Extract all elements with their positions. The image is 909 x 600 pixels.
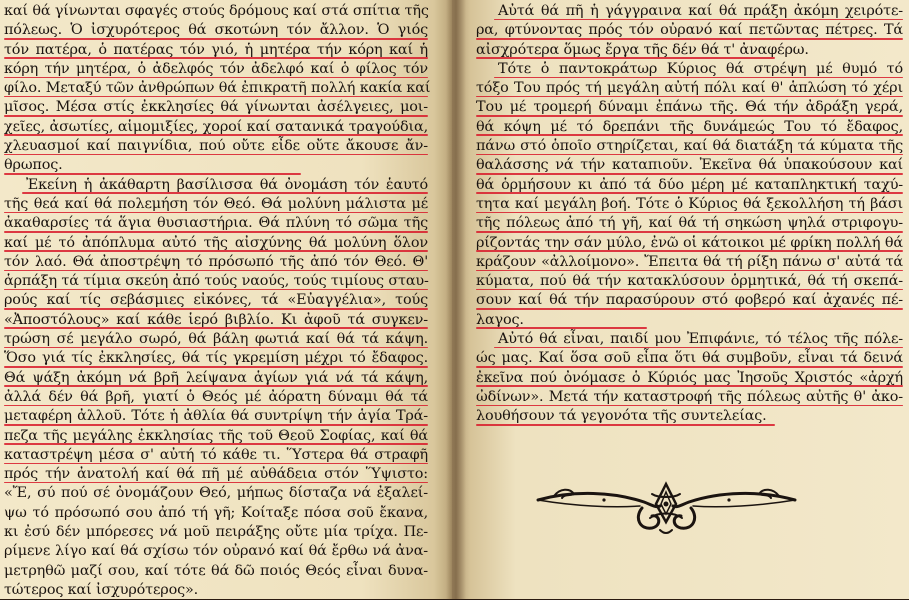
right-page-line: ἐκεῖνα πού ὀνόμασε ὁ Κύριός μας Ἰησοῦς Χριστός «ἀρχή: [476, 369, 903, 388]
right-page-line: τόξο Του πρός τή μεγάλη αὐτή πόλι καί θ' ἁπλώση τό χέρι: [476, 79, 903, 98]
right-page-line: θά κόψη μέ τό δρεπάνι τῆς δυνάμεώς Του τό ἔδαφος,: [476, 118, 903, 137]
right-page: [452, 0, 909, 599]
left-page-line: «Ἔ, σύ πού σέ ὀνομάζουν Θεό, μήπως δίσταζα νά ἐξαλεί-: [4, 485, 428, 502]
right-page-line: αἰσχρότερα ὅμως ἔργα τῆς δέν θά τ' ἀναφέρω.: [476, 41, 903, 60]
left-page-line: ἁρπάξη τά τίμια σκεύη ἀπό τούς ναούς, τούς τιμίους σταυ-: [4, 272, 428, 291]
left-page: [0, 0, 452, 599]
left-page-line: ἀλλά δέν θά βρῆ, γιατί ὁ Θεός μέ ἀόρατη δύναμι θά τά: [4, 388, 428, 407]
right-page-line: λαγος.: [476, 311, 903, 330]
left-page-line: τρώση σέ μεγάλο σωρό, θά βάλη φωτιά καί θά τά κάψη.: [4, 330, 428, 349]
left-page-line: ρούς καί τίς σεβάσμιες εἰκόνες, τά «Εὐαγγέλια», τούς: [4, 291, 428, 310]
left-page-line: πόλεως. Ὁ ἰσχυρότερος θά σκοτώνη τόν ἄλλον. Ὁ γιός: [4, 21, 428, 40]
left-page-line: Ὅσο γιά τίς ἐκκλησίες, θά τίς γκρεμίση μέχρι τό ἔδαφος.: [4, 349, 428, 368]
right-page-line: Του μέ τρομερή δύναμι ἐπάνω τῆς. Θά τήν ἀδράξη γερά,: [476, 98, 903, 117]
right-page-line: Αὐτά θά πῆ ἡ γάγγραινα καί θά πράξη ἀκόμη χειρότε-: [476, 2, 903, 21]
right-page-line: ρίζοντάς την σάν μύλο, ἐνῶ οἱ κάτοικοι μέ φρίκη πολλή θά: [476, 234, 903, 253]
left-page-line: «Ἀποστόλους» καί κάθε ἱερό βιβλίο. Κι ἀφοῦ τά συγκεν-: [4, 311, 428, 330]
right-page-line: Αὐτό θά εἶναι, παιδί μου Ἐπιφάνιε, τό τέλος τῆς πόλε-: [476, 330, 903, 349]
left-page-line: τόν λαό. Θά ἀποστρέψη τό πρόσωπό τῆς ἀπό τόν Θεό. Θ': [4, 253, 428, 272]
left-page-line: μεταφέρη ἀλλοῦ. Τότε ἡ ἀθλία θά συντρίψη τήν ἁγία Τρά-: [4, 407, 428, 426]
left-page-line: πεζα τῆς μεγάλης ἐκκλησίας τῆς τοῦ Θεοῦ Σοφίας, καί θά: [4, 427, 428, 446]
left-page-line: μετρηθῶ μαζί σου, καί τότε θά δῶ ποιός Θεός εἶναι δυνα-: [4, 562, 428, 579]
left-page-line: Ἐκείνη ἡ ἀκάθαρτη βασίλισσα θά ὀνομάση τόν ἑαυτό: [4, 176, 428, 195]
right-page-line: θαλάσσης νά τήν καταπιοῦν. Ἐκεῖνα θά ὑπακούσουν καί: [476, 156, 903, 175]
left-page-line: καί θά γίνωνται σφαγές στούς δρόμους καί στά σπίτια τῆς: [4, 3, 429, 19]
left-page-line: καί μέ τό ἀπόπλυμα αὐτό τῆς αἰσχύνης θά μολύνη ὅλον: [4, 234, 428, 253]
left-page-line: ρίμενε λίγο καί θά σχίσω τόν οὐρανό καί θά ἔρθω νά ἀνα-: [4, 543, 428, 560]
left-page-line: κι ἐσύ δέν μπόρεσες νά μοῦ πειράξης οὔτε μία τρίχα. Πε-: [4, 524, 428, 541]
left-page-line: χεῖες, ἀσωτίες, αἱμομιξίες, χοροί καί σατανικά τραγούδια,: [4, 118, 428, 137]
left-page-line: φίλο. Μεταξύ τῶν ἀνθρώπων θά ἐπικρατῆ πολλή κακία καί: [4, 79, 428, 98]
left-page-line: χλευασμοί καί παιγνίδια, πού οὔτε εἶδε οὔτε ἄκουσε ἄν-: [4, 137, 428, 156]
right-page-line: κράζουν «ἀλλοίμονο». Ἔπειτα θά τή ρίξη πάνω σ' αὐτά τά: [476, 253, 903, 272]
left-page-line: καταστρέψη μέσα σ' αὐτή τό κάθε τι. Ὕστερα θά στραφῆ: [4, 446, 428, 465]
right-page-line: κύματα, πού θά τήν κατακλύσουν ὁρμητικά, θά τή σκεπά-: [476, 272, 903, 291]
right-page-line: ὠδίνων». Μετά τήν καταστροφή τῆς πόλεως αὐτῆς θ' ἀκο-: [476, 388, 903, 407]
left-page-line: τώτερος καί ἰσχυρότερος».: [4, 581, 199, 598]
left-page-line: Θά ψάξη ἀκόμη νά βρῆ λείψανα ἁγίων γιά νά τά κάψη,: [4, 369, 428, 388]
right-page-line: θά ὁρμήσουν κι ἀπό τά δύο μέρη μέ καταπληκτική ταχύ-: [476, 176, 903, 195]
left-page-line: πρός τήν ἀνατολή καί θά πῆ μέ αὐθάδεια στόν Ὕψιστο:: [4, 465, 428, 484]
left-page-line: μῖσος. Μέσα στίς ἐκκλησίες θά γίνωνται ἀσέλγειες, μοι-: [4, 98, 428, 117]
left-page-line: ἀκαθαρσίες τά ἅγια θυσιαστήρια. Θά πλύνη τό σῶμα τῆς: [4, 214, 428, 233]
right-page-line: λουθήσουν τά γεγονότα τῆς συντελείας.: [476, 407, 903, 426]
left-page-line: ψω τό πρόσωπό σου ἀπό τή γῆ; Κοίταξε πόσα σοῦ ἔκανα,: [4, 504, 428, 521]
right-page-line: ρα, φτύνοντας πρός τόν οὐρανό καί πετῶντας πέτρες. Τά: [476, 21, 903, 40]
right-page-line: τητα καί μεγάλη βοή. Τότε ὁ Κύριος θά ξεκολλήση τή βάσι: [476, 195, 903, 214]
left-page-line: θρωπος.: [4, 156, 428, 175]
right-page-line: τῆς πόλεως ἀπό τή γῆ, καί θά τή σηκώση ψηλά στριφογυ-: [476, 214, 903, 233]
decorative-scroll-ornament-icon: [534, 478, 799, 538]
left-page-line: τῆς θεά καί θά πολεμήση τόν Θεό. Θά μολύνη μάλιστα μέ: [4, 195, 428, 214]
left-page-line: κόρη τήν μητέρα, ὁ ἀδελφός τόν ἀδελφό καί ὁ φίλος τόν: [4, 60, 428, 79]
right-page-text: [476, 2, 903, 427]
right-page-line: πάνω στό ὁποῖο στηρίζεται, καί θά διατάξη τά κύματα τῆς: [476, 137, 903, 156]
right-page-line: ώς μας. Καί ὅσα σοῦ εἶπα ὅτι θά συμβοῦν, εἶναι τά δεινά: [476, 349, 903, 368]
left-page-text: [4, 2, 431, 600]
right-page-line: Τότε ὁ παντοκράτωρ Κύριος θά στρέψη μέ θυμό τό: [476, 60, 903, 79]
left-page-line: τόν πατέρα, ὁ πατέρας τόν γιό, ἡ μητέρα τήν κόρη καί ἡ: [4, 41, 428, 60]
right-page-line: σουν καί θά τήν παρασύρουν στό φοβερό καί ἀχανές πέ-: [476, 291, 903, 310]
